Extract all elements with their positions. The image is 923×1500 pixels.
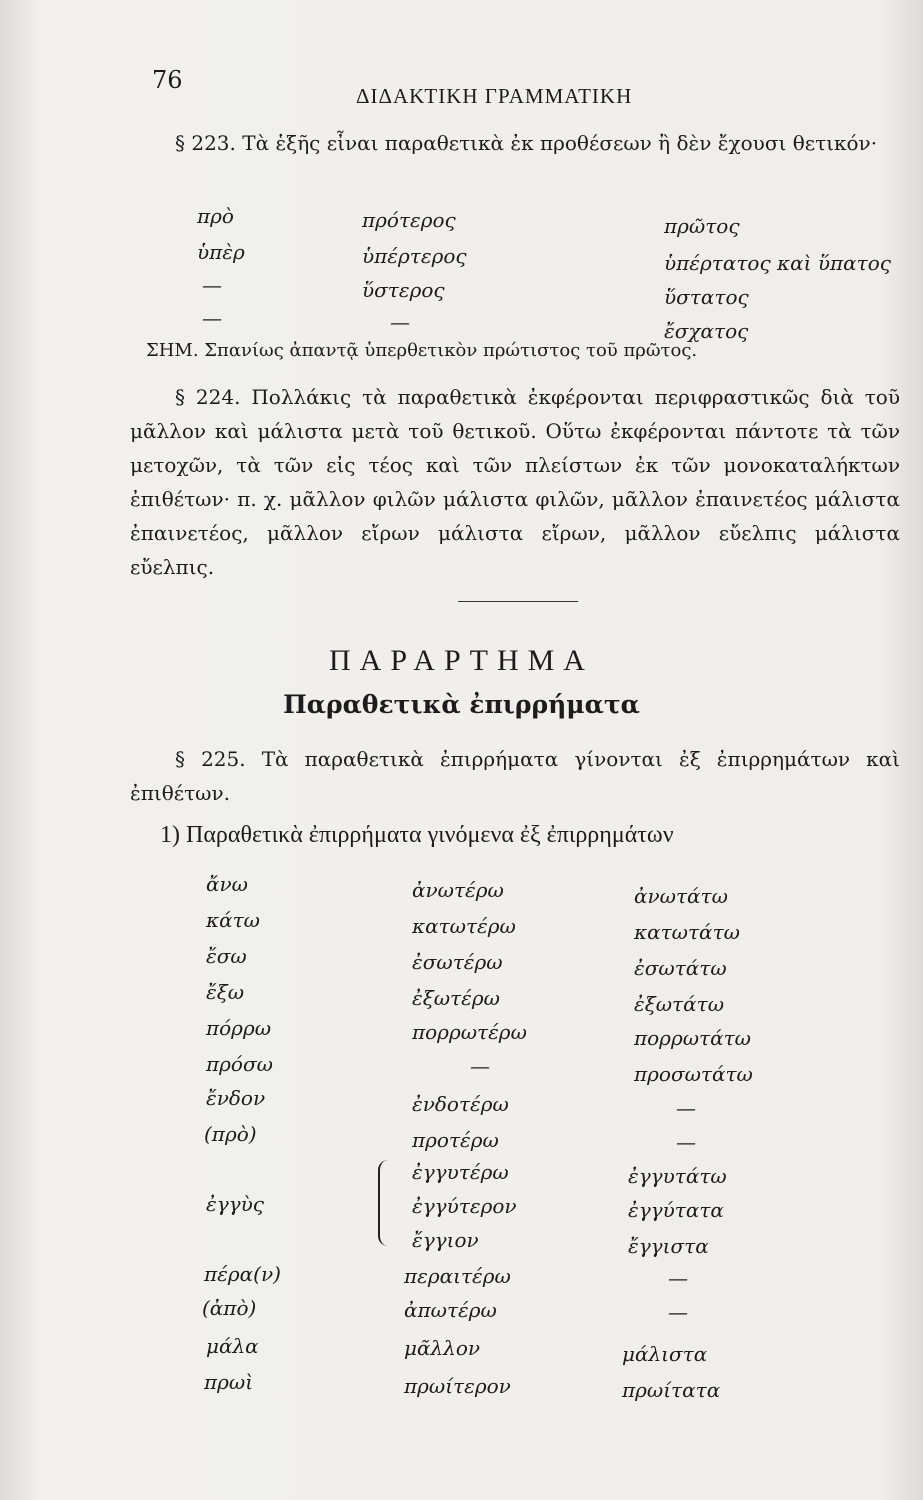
section-224-text: § 224. Πολλάκις τὰ παραθετικὰ ἐκφέρονται περιφραστικῶς διὰ τοῦ μᾶλλον καὶ μάλιστα μετὰ τοῦ θετικοῦ. Οὕτω ἐκφέρονται πάντοτε τὰ τῶν μετοχῶν, τὰ τῶν εἰς τέος καὶ τῶν πλείστων ἐκ τῶν μονοκαταλήκτων ἐπιθέτων· π. χ. μᾶλλον φιλῶν μάλιστα φιλῶν, μᾶλλον ἐπαινετέος μάλιστα ἐπαινετέος, μᾶλλον εἴρων μάλιστα εἴρων, μᾶλλον εὔελπις μάλιστα εὔελπις. — [130, 385, 900, 579]
table-cell: πρῶτος — [664, 214, 740, 238]
table-cell: ὑπὲρ — [197, 240, 245, 264]
table-cell: (πρὸ) — [204, 1122, 257, 1146]
table-cell: πέρα(ν) — [204, 1262, 281, 1286]
table-cell: κάτω — [206, 908, 260, 932]
table-cell: ἐγγυτέρω — [412, 1160, 509, 1184]
table-cell: πρόσω — [206, 1052, 273, 1076]
table-cell: ἔσω — [206, 944, 247, 968]
table-cell: ἐγγύτατα — [628, 1198, 724, 1222]
table-cell: μάλιστα — [622, 1342, 708, 1366]
table-cell: πρότερος — [362, 208, 456, 232]
table-cell: πρωίτατα — [622, 1378, 721, 1402]
table-cell: ἀνωτέρω — [412, 878, 504, 902]
running-title: ΔΙΔΑΚΤΙΚΗ ΓΡΑΜΜΑΤΙΚΗ — [356, 84, 633, 108]
table-cell: περαιτέρω — [404, 1264, 511, 1288]
table-cell: ἐγγὺς — [206, 1192, 264, 1216]
table-cell: ἐγγύτερον — [412, 1194, 517, 1218]
table-cell: προσωτάτω — [634, 1062, 753, 1086]
table-cell: ὕστερος — [362, 278, 445, 302]
table-cell: ἐνδοτέρω — [412, 1092, 509, 1116]
table-cell: κατωτέρω — [412, 914, 516, 938]
table-cell: προτέρω — [412, 1128, 499, 1152]
section-225-text: § 225. Τὰ παραθετικὰ ἐπιρρήματα γίνονται ἐξ ἐπιρρημάτων καὶ ἐπιθέτων. — [130, 747, 900, 805]
table-cell: ἐσωτάτω — [634, 956, 727, 980]
table-cell: (ἀπὸ) — [202, 1296, 257, 1320]
appendix-title: ΠΑΡΑΡΤΗΜΑ — [329, 644, 594, 677]
table-cell: ἀπωτέρω — [404, 1298, 497, 1322]
table-cell: ἀνωτάτω — [634, 884, 728, 908]
table-cell: ὑπέρτατος καὶ ὕπατος — [664, 251, 891, 275]
brace-bracket — [378, 1160, 394, 1246]
table-cell: κατωτάτω — [634, 920, 740, 944]
table-cell: ἐγγυτάτω — [628, 1164, 727, 1188]
table-cell: μᾶλλον — [404, 1336, 481, 1360]
table-cell: — — [676, 1096, 696, 1120]
appendix-subtitle: Παραθετικὰ ἐπιρρήματα — [283, 690, 640, 719]
table-cell: πορρωτάτω — [634, 1026, 751, 1050]
table-cell: ὕστατος — [664, 285, 749, 309]
table-cell: μάλα — [206, 1334, 259, 1358]
section-divider — [458, 601, 578, 602]
table-cell: πρωίτερον — [404, 1374, 511, 1398]
table-cell: — — [390, 310, 410, 334]
page-number: 76 — [152, 66, 183, 94]
table-cell: πορρωτέρω — [412, 1020, 527, 1044]
table-cell: ἔσχατος — [664, 319, 749, 343]
subsection-heading: 1) Παραθετικὰ ἐπιρρήματα γινόμενα ἐξ ἐπιρρημάτων — [160, 822, 674, 848]
table-cell: — — [668, 1266, 688, 1290]
table-cell: — — [202, 273, 222, 297]
table-cell: — — [668, 1300, 688, 1324]
table-cell: ἄνω — [206, 872, 248, 896]
table-cell: — — [202, 306, 222, 330]
table-cell: ἐξωτάτω — [634, 992, 724, 1016]
table-cell: πρωὶ — [204, 1370, 254, 1394]
table-cell: ὑπέρτερος — [362, 244, 467, 268]
table-cell: ἔξω — [206, 980, 245, 1004]
table-cell: — — [470, 1054, 490, 1078]
table-cell: ἐσωτέρω — [412, 950, 503, 974]
section-223-text: § 223. Τὰ ἑξῆς εἶναι παραθετικὰ ἐκ προθέσεων ἢ δὲν ἔχουσι θετικόν· — [175, 131, 878, 155]
table-cell: πόρρω — [206, 1016, 272, 1040]
table-cell: ἔγγιον — [412, 1228, 479, 1252]
table-cell: ἐξωτέρω — [412, 986, 500, 1010]
table-cell: ἔνδον — [206, 1086, 266, 1110]
table-cell: πρὸ — [197, 204, 234, 228]
table-cell: — — [676, 1130, 696, 1154]
table-cell: ἔγγιστα — [628, 1234, 709, 1258]
section-223-note: ΣΗΜ. Σπανίως ἀπαντᾷ ὑπερθετικὸν πρώτιστος τοῦ πρῶτος. — [146, 340, 698, 361]
